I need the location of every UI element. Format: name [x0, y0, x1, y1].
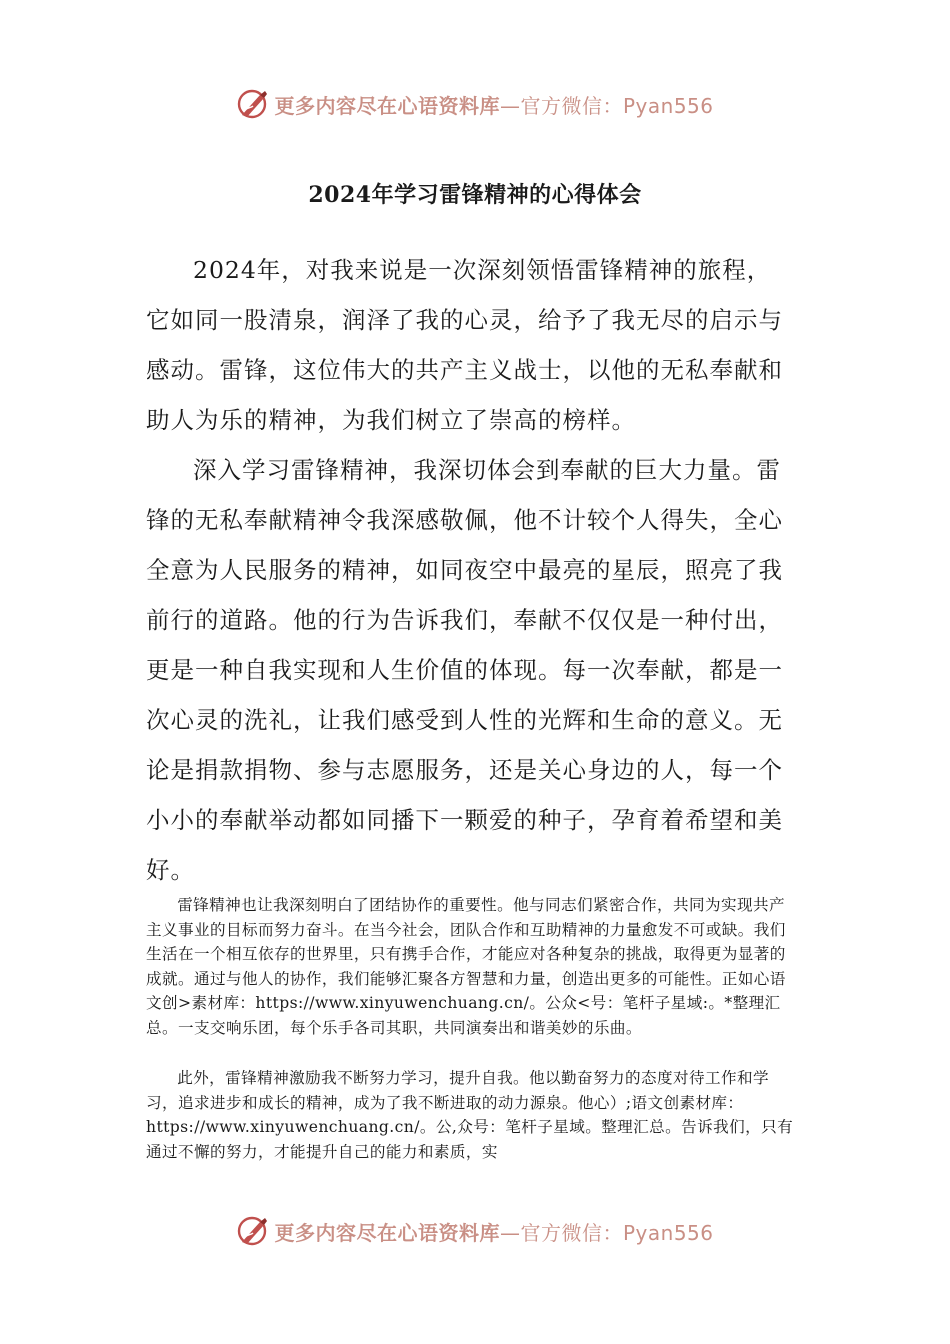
- header-account: Pyan556: [622, 93, 714, 118]
- paragraph-1: 2024年，对我来说是一次深刻领悟雷锋精神的旅程，它如同一股清泉，润泽了我的心灵，给予了我无尽的启示与感动。雷锋，这位伟大的共产主义战士，以他的无私奉献和助人为乐的精神，为我们树立了崇高的榜样。: [146, 256, 783, 434]
- paragraph-4: 此外，雷锋精神激励我不断努力学习，提升自我。他以勤奋努力的态度对待工作和学习，追求进步和成长的精神，成为了我不断进取的动力源泉。他心）;语文创素材库：https://www.xinyuwenchuang.cn/。公,众号：笔杆子星域。整理汇总。告诉我们，只有通过不懈的努力，才能提升自己的能力和素质，实: [146, 1069, 794, 1161]
- document-title: 2024年学习雷锋精神的心得体会: [308, 182, 642, 208]
- footer-official-label: 官方微信：: [520, 1220, 623, 1245]
- footer-separator: —: [499, 1220, 521, 1245]
- header-banner: [0, 84, 950, 124]
- footer-account: Pyan556: [622, 1220, 714, 1245]
- paragraph-2-block: [146, 445, 786, 895]
- pen-logo-icon: [236, 1214, 270, 1248]
- footer-banner-text: [274, 1217, 713, 1246]
- footer-banner: [0, 1211, 950, 1251]
- header-brand: 更多内容尽在心语资料库: [274, 93, 500, 118]
- header-separator: —: [499, 93, 521, 118]
- paragraph-3: 雷锋精神也让我深刻明白了团结协作的重要性。他与同志们紧密合作，共同为实现共产主义事业的目标而努力奋斗。在当今社会，团队合作和互助精神的力量愈发不可或缺。我们生活在一个相互依存的世界里，只有携手合作，才能应对各种复杂的挑战，取得更为显著的成就。通过与他人的协作，我们能够汇聚各方智慧和力量，创造出更多的可能性。正如心语文创>素材库：https://www.xinyuwenchuang.cn/。公众<号：笔杆子星域:。*整理汇总。一支交响乐团，每个乐手各司其职，共同演奏出和谐美妙的乐曲。: [146, 896, 786, 1037]
- paragraph-1-block: [146, 245, 786, 445]
- header-banner-text: [274, 90, 713, 119]
- pen-logo-icon: [236, 87, 270, 121]
- paragraph-2: 深入学习雷锋精神，我深切体会到奉献的巨大力量。雷锋的无私奉献精神令我深感敬佩，他不计较个人得失，全心全意为人民服务的精神，如同夜空中最亮的星辰，照亮了我前行的道路。他的行为告诉我们，奉献不仅仅是一种付出，更是一种自我实现和人生价值的体现。每一次奉献，都是一次心灵的洗礼，让我们感受到人性的光辉和生命的意义。无论是捐款捐物、参与志愿服务，还是关心身边的人，每一个小小的奉献举动都如同播下一颗爱的种子，孕育着希望和美好。: [146, 456, 783, 884]
- paragraph-4-block: [146, 1066, 800, 1164]
- header-official-label: 官方微信：: [520, 93, 623, 118]
- footer-brand: 更多内容尽在心语资料库: [274, 1220, 500, 1245]
- paragraph-3-block: [146, 893, 800, 1040]
